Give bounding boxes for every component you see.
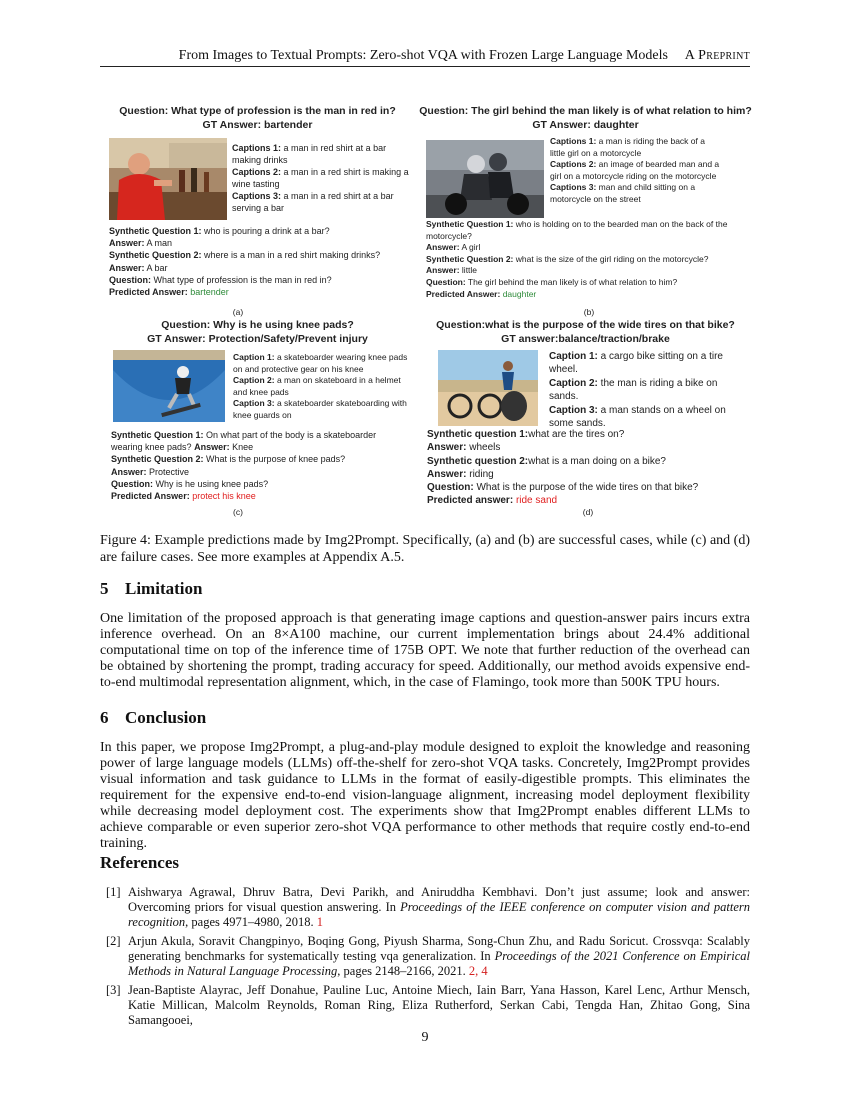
reference-item: [1] Aishwarya Agrawal, Dhruv Batra, Devi Parikh, and Aniruddha Kembhavi. Don’t just assume; look and answer: Overcoming priors for visual question answering. In Proceedings of the IEEE conference on computer vision and pattern recognition, pages 4971–4980, 2018. 1 (106, 885, 750, 929)
figure-panel-d (418, 318, 753, 523)
reference-item: [2] Arjun Akula, Soravit Changpinyo, Boqing Gong, Piyush Sharma, Song-Chun Zhu, and Radu Soricut. Crossvqa: Scalably generating benchmarks for systematically testing vqa generalization. In Proceedings of the 2021 Conference on Empirical Methods in Natural Language Processing, pages 2148–2166, 2021. 2, 4 (106, 934, 750, 978)
caption-line: Caption 3: a skateboarder skateboarding with knee guards on (233, 398, 407, 420)
caption-line: Captions 3: man and child sitting on a motorcycle on the street (550, 182, 696, 204)
panel-d-photo (438, 350, 538, 426)
reference-item: [3] Jean-Baptiste Alayrac, Jeff Donahue, Pauline Luc, Antoine Miech, Iain Barr, Yana Hasson, Karel Lenc, Arthur Mensch, Katie Millican, Malcolm Reynolds, Roman Ring, Eliza Rutherford, Serkan Cabi, Tengda Han, Zhitao Gong, Sina Samangooei, (106, 983, 750, 1027)
panel-a-predicted: bartender (190, 287, 229, 298)
caption-line: Caption 3: a man stands on a wheel on some sands. (549, 404, 726, 430)
figure-panel-c (105, 318, 410, 523)
section-heading-conclusion: 6 Conclusion (100, 708, 207, 727)
page-number: 9 (421, 1030, 429, 1045)
header-tag: A Preprint (684, 48, 750, 63)
panel-a-qa: Synthetic Question 1: who is pouring a drink at a bar? Answer: A man Synthetic Question 2: where is a man in a red shirt making drinks? Answer: A bar Question: What type of profession is the man in red in? Predicted Answer: bartender (109, 226, 381, 298)
panel-c-gt: GT Answer: Protection/Safety/Prevent injury (147, 333, 368, 345)
running-header (100, 46, 750, 67)
figure-caption: Figure 4: Example predictions made by Img2Prompt. Specifically, (a) and (b) are successful cases, while (c) and (d) are failure cases. See more examples at Appendix A.5. (100, 533, 750, 565)
panel-c-photo (113, 350, 225, 422)
panel-d-predicted: ride sand (515, 495, 558, 507)
caption-line: Captions 2: an image of bearded man and a girl on a motorcycle riding on the motorcycle (550, 159, 720, 181)
caption-line: Caption 2: a man on skateboard in a helmet and knee pads (233, 375, 401, 397)
caption-line: Captions 3: a man in a red shirt at a bar serving a bar (232, 191, 394, 213)
limitation-paragraph: One limitation of the proposed approach is that generating image captions and question-answer pairs incurs extra inference overhead. On an 8×A100 machine, our current implementation brings about 24.4% additional computational time on top of the inference time of 175B OPT. We note that further reduction of the overhead can be obtained by shortening the prompt, trading accuracy for speed. Additionally, our method avoids expensive end-to-end multimodal representation alignment, which, in the case of Flamingo, took more than 500K TPU hours. (100, 611, 750, 690)
panel-b-qa: Synthetic Question 1: who is holding on to the bearded man on the back of the motorcycle? Answer: A girl Synthetic Question 2: what is the size of the girl riding on the motorcycle? Answer: little Question: The girl behind the man likely is of what relation to him? Predicted Answer: daughter (426, 219, 728, 299)
figure-panel-b (418, 104, 753, 319)
conclusion-paragraph: In this paper, we propose Img2Prompt, a plug-and-play module designed to exploit the knowledge and reasoning power of large language models (LLMs) off-the-shelf for zero-shot VQA tasks. Concretely, Img2Prompt provides visual information and task guidance to LLMs in the format of easily-digestible prompts. This eliminates the requirement for the expensive end-to-end vision-language alignment, increasing model deployment flexibility while decreasing model deployment cost. The experiments show that Img2Prompt enables different LLMs to achieve comparable or even superior zero-shot VQA performance to other methods that require costly end-to-end training. (100, 740, 750, 851)
caption-line: Caption 1: a skateboarder wearing knee pads on and protective gear on his knee (233, 352, 408, 374)
panel-c-predicted: protect his knee (192, 491, 256, 502)
panel-c-qa: Synthetic Question 1: On what part of the body is a skateboarder wearing knee pads? Answer: Knee Synthetic Question 2: What is the purpose of knee pads? Answer: Protective Question: Why is he using knee pads? Predicted Answer: protect his knee (111, 430, 377, 502)
panel-a-label: (a) (232, 307, 244, 317)
backref-link[interactable]: 1 (316, 915, 324, 929)
backref-link[interactable]: 2, 4 (468, 964, 488, 978)
panel-a-photo (109, 138, 227, 220)
panel-b-question: Question: The girl behind the man likely is of what relation to him? (419, 105, 752, 117)
panel-d-captions (549, 350, 739, 430)
panel-d-qa: Synthetic question 1:what are the tires on? Answer: wheels Synthetic question 2:what is a man doing on a bike? Answer: riding Question: What is the purpose of the wide tires on that bike? Predicted answer: ride sand (427, 429, 699, 507)
caption-line: Captions 1: a man is riding the back of a little girl on a motorcycle (550, 136, 705, 158)
figure-panel-a (105, 104, 410, 319)
panel-d-label: (d) (582, 507, 594, 517)
section-heading-limitation: 5 Limitation (100, 579, 203, 598)
caption-line: Captions 2: a man in a red shirt is making a wine tasting (232, 167, 409, 189)
reference-list (100, 885, 750, 1032)
panel-b-captions (550, 136, 720, 205)
header-title: From Images to Textual Prompts: Zero-shot VQA with Frozen Large Language Models (178, 48, 668, 63)
panel-b-photo (426, 140, 544, 218)
panel-c-label: (c) (233, 507, 243, 517)
panel-a-captions (232, 142, 410, 214)
panel-c-captions (233, 352, 408, 421)
panel-b-predicted: daughter (502, 288, 537, 299)
panel-b-label: (b) (583, 307, 595, 317)
panel-a-question: Question: What type of profession is the man in red in? (119, 105, 396, 117)
caption-line: Captions 1: a man in red shirt at a bar making drinks (232, 143, 387, 165)
panel-a-gt: GT Answer: bartender (202, 119, 313, 131)
panel-c-question: Question: Why is he using knee pads? (161, 319, 354, 331)
caption-line: Caption 2: the man is riding a bike on sands. (549, 377, 718, 403)
panel-d-question: Question:what is the purpose of the wide tires on that bike? (436, 319, 735, 331)
caption-line: Caption 1: a cargo bike sitting on a tire wheel. (549, 351, 723, 376)
references-heading: References (100, 853, 179, 872)
panel-b-gt: GT Answer: daughter (532, 119, 639, 131)
panel-d-gt: GT answer:balance/traction/brake (501, 333, 670, 345)
